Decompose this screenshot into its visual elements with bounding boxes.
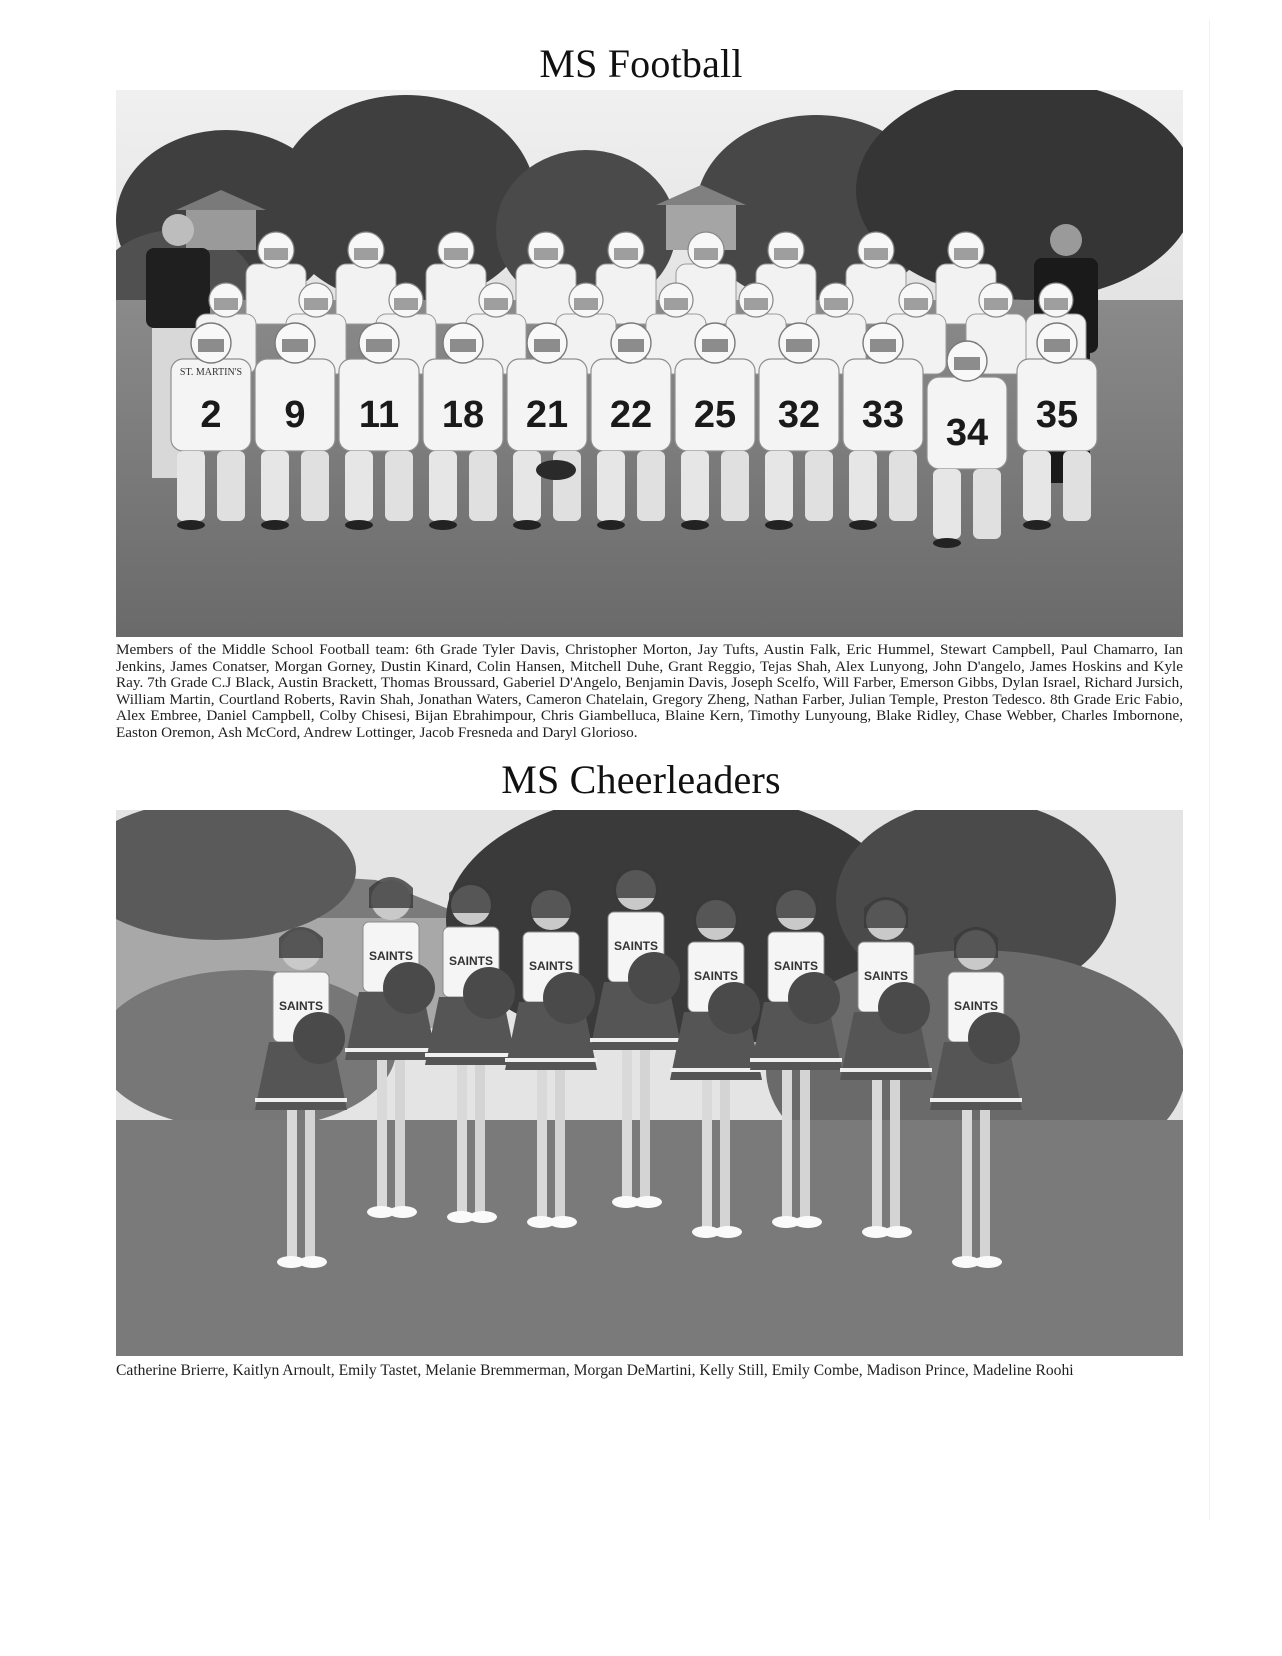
- jersey-number: 21: [525, 394, 569, 436]
- uniform-lettering: SAINTS: [278, 999, 324, 1013]
- jersey-number: 11: [358, 394, 400, 436]
- football-team-photo-drawing: [116, 90, 1183, 637]
- uniform-lettering: SAINTS: [953, 999, 999, 1013]
- cheerleaders-caption: Catherine Brierre, Kaitlyn Arnoult, Emily Tastet, Melanie Bremmerman, Morgan DeMartini, Kelly Still, Emily Combe, Madison Prince, Madeline Roohi: [116, 1362, 1074, 1379]
- cheerleaders-photo-drawing: [116, 810, 1183, 1356]
- pompom-icon: [383, 962, 435, 1014]
- uniform-lettering: SAINTS: [528, 959, 574, 973]
- uniform-lettering: SAINTS: [863, 969, 909, 983]
- cheerleaders-section-title: MS Cheerleaders: [501, 757, 781, 802]
- pompom-icon: [788, 972, 840, 1024]
- house-left: [186, 210, 256, 250]
- jersey-number: 2: [200, 394, 222, 436]
- jersey-number: 33: [861, 394, 905, 436]
- football-section-title: MS Football: [539, 41, 743, 86]
- jersey-number: 35: [1035, 394, 1079, 436]
- jersey-number: 22: [609, 394, 653, 436]
- pompom-icon: [543, 972, 595, 1024]
- football-ball: [536, 460, 576, 480]
- pompom-icon: [628, 952, 680, 1004]
- jersey-number: 18: [441, 394, 485, 436]
- uniform-lettering: SAINTS: [613, 939, 659, 953]
- uniform-lettering: SAINTS: [773, 959, 819, 973]
- jersey-number: 32: [777, 394, 821, 436]
- pompom-icon: [463, 967, 515, 1019]
- jersey-number: 25: [693, 394, 737, 436]
- uniform-lettering: SAINTS: [368, 949, 414, 963]
- pompom-icon: [878, 982, 930, 1034]
- cheerleaders-photo: [116, 810, 1183, 1356]
- jersey-number: 34: [945, 412, 989, 454]
- pompom-icon: [708, 982, 760, 1034]
- football-caption: Members of the Middle School Football team: 6th Grade Tyler Davis, Christopher Morton, Jay Tufts, Austin Falk, Eric Hummel, Stewart Campbell, Paul Chamarro, Ian Jenkins, James Conatser, Morgan Gorney, Dustin Kinard, Colin Hansen, Mitchell Duhe, Grant Reggio, Tejas Shah, Alex Lunyong, John D'angelo, James Hoskins and Kyle Ray. 7th Grade C.J Black, Austin Brackett, Thomas Broussard, Gaberiel D'Angelo, Benjamin Davis, Joseph Scelfo, Will Farber, Emerson Gibbs, Dylan Israel, Richard Jursich, William Martin, Courtland Roberts, Ravin Shah, Jonathan Waters, Cameron Chatelain, Gregory Zheng, Nathan Farber, Julian Temple, Preston Tedesco. 8th Grade Eric Fabio, Alex Embree, Daniel Campbell, Colby Chisesi, Bijan Ebrahimpour, Chris Giambelluca, Blaine Kern, Timothy Lunyoung, Blake Ridley, Chase Webber, Charles Imbornone, Easton Oremon, Ash McCord, Andrew Lottinger, Jacob Fresneda and Daryl Glorioso.: [116, 641, 1183, 741]
- pompom-icon: [293, 1012, 345, 1064]
- uniform-lettering: SAINTS: [693, 969, 739, 983]
- jersey-number: 9: [284, 394, 306, 436]
- uniform-lettering: SAINTS: [448, 954, 494, 968]
- jersey-lettering: ST. MARTIN'S: [179, 367, 243, 378]
- football-team-photo: [116, 90, 1183, 637]
- pompom-icon: [968, 1012, 1020, 1064]
